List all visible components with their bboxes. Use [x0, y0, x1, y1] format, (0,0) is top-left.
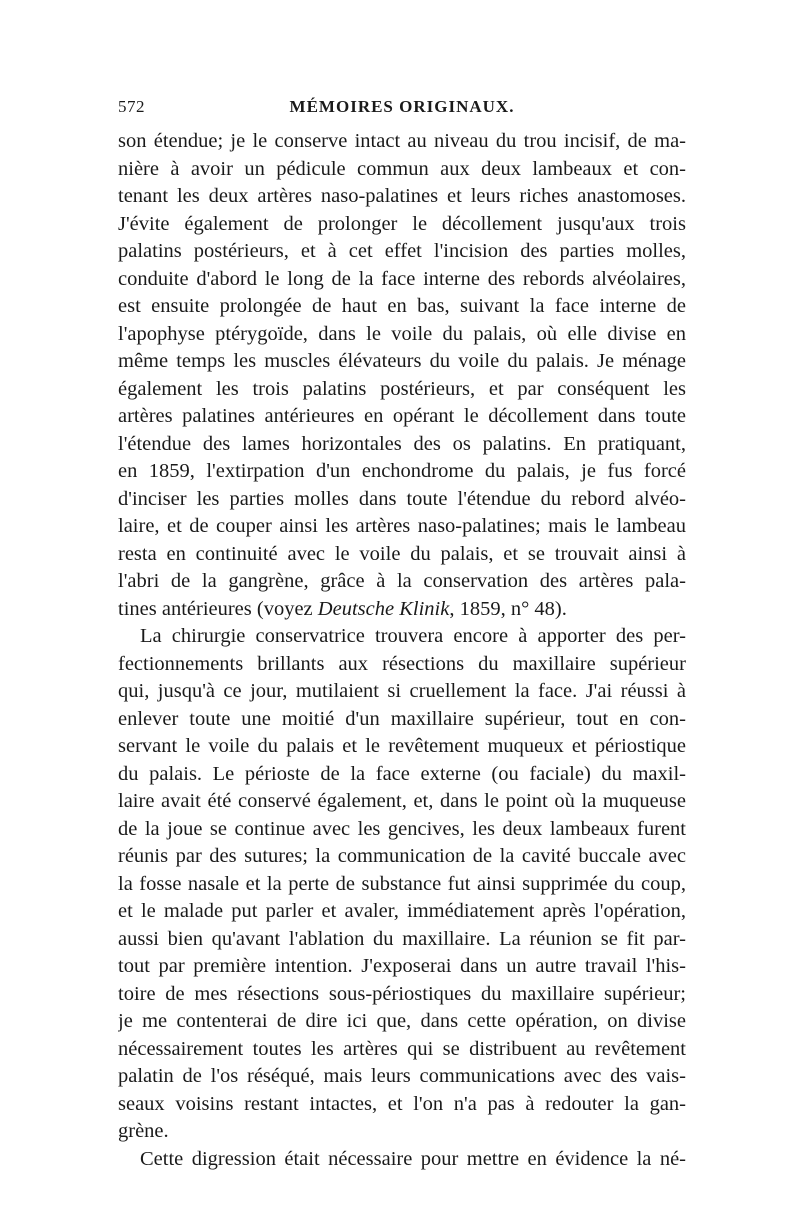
- page-number: 572: [118, 97, 145, 116]
- citation-after: , 1859, n° 48).: [449, 597, 567, 620]
- text-line: aussi bien qu'avant l'ablation du maxillaire. La réunion se fit par-: [118, 927, 686, 950]
- text-line: conduite d'abord le long de la face interne des rebords alvéolaires,: [118, 267, 686, 290]
- text-line: laire, et de couper ainsi les artères naso-palatines; mais le lambeau: [118, 515, 686, 537]
- citation-before: tines antérieures (voyez: [118, 597, 318, 620]
- text-line: et le malade put parler et avaler, immédiatement après l'opération,: [118, 900, 686, 922]
- text-line: enlever toute une moitié d'un maxillaire supérieur, tout en con-: [118, 707, 686, 730]
- text-line: artères palatines antérieures en opérant le décollement dans toute: [118, 405, 686, 427]
- text-line: l'étendue des lames horizontales des os palatins. En pratiquant,: [118, 432, 686, 455]
- text-line: palatins postérieurs, et à cet effet l'incision des parties molles,: [118, 240, 686, 262]
- text-line: son étendue; je le conserve intact au niveau du trou incisif, de ma-: [118, 130, 686, 152]
- text-line: en 1859, l'extirpation d'un enchondrome du palais, je fus forcé: [118, 460, 686, 482]
- text-line: palatin de l'os réséqué, mais leurs communications avec des vais-: [118, 1065, 686, 1087]
- text-line: tenant les deux artères naso-palatines et leurs riches anastomoses.: [118, 185, 686, 207]
- citation-line: [118, 596, 686, 624]
- text-line: J'évite également de prolonger le décollement jusqu'aux trois: [118, 212, 686, 235]
- text-line: réunis par des sutures; la communication de la cavité buccale avec: [118, 845, 686, 867]
- text-line: est ensuite prolongée de haut en bas, suivant la face interne de: [118, 295, 686, 317]
- body-text: [118, 128, 686, 1173]
- text-line: d'inciser les parties molles dans toute l'étendue du rebord alvéo-: [118, 487, 686, 510]
- text-line: toire de mes résections sous-périostiques du maxillaire supérieur;: [118, 982, 686, 1005]
- text-line: je me contenterai de dire ici que, dans cette opération, on divise: [118, 1010, 686, 1032]
- text-line: l'apophyse ptérygoïde, dans le voile du palais, où elle divise en: [118, 322, 686, 345]
- text-line: nécessairement toutes les artères qui se distribuent au revêtement: [118, 1037, 686, 1060]
- text-line: seaux voisins restant intactes, et l'on n'a pas à redouter la gan-: [118, 1092, 686, 1115]
- text-line: grène.: [118, 1120, 169, 1142]
- text-line: nière à avoir un pédicule commun aux deux lambeaux et con-: [118, 157, 686, 180]
- text-line: la fosse nasale et la perte de substance fut ainsi supprimée du coup,: [118, 872, 686, 895]
- text-line: fectionnements brillants aux résections du maxillaire supérieur: [118, 652, 686, 675]
- text-line: laire avait été conservé également, et, dans le point où la muqueuse: [118, 790, 686, 812]
- text-line: du palais. Le périoste de la face externe (ou faciale) du maxil-: [118, 762, 686, 785]
- paragraph-start-line: Cette digression était nécessaire pour mettre en évidence la né-: [140, 1147, 686, 1170]
- text-line: de la joue se continue avec les gencives, les deux lambeaux furent: [118, 817, 686, 840]
- text-line: servant le voile du palais et le revêtement muqueux et périostique: [118, 735, 686, 757]
- running-head: [118, 97, 686, 121]
- text-line: tout par première intention. J'exposerai dans un autre travail l'his-: [118, 955, 686, 977]
- text-line: l'abri de la gangrène, grâce à la conservation des artères pala-: [118, 570, 686, 592]
- running-title: MÉMOIRES ORIGINAUX.: [289, 97, 515, 116]
- text-line: qui, jusqu'à ce jour, mutilaient si cruellement la face. J'ai réussi à: [118, 680, 686, 702]
- text-line: également les trois palatins postérieurs, et par conséquent les: [118, 377, 686, 400]
- journal-title: Deutsche Klinik: [317, 597, 450, 620]
- text-line: resta en continuité avec le voile du palais, et se trouvait ainsi à: [118, 542, 686, 565]
- paragraph-start-line: La chirurgie conservatrice trouvera encore à apporter des per-: [140, 625, 686, 647]
- text-line: même temps les muscles élévateurs du voile du palais. Je ménage: [118, 350, 686, 372]
